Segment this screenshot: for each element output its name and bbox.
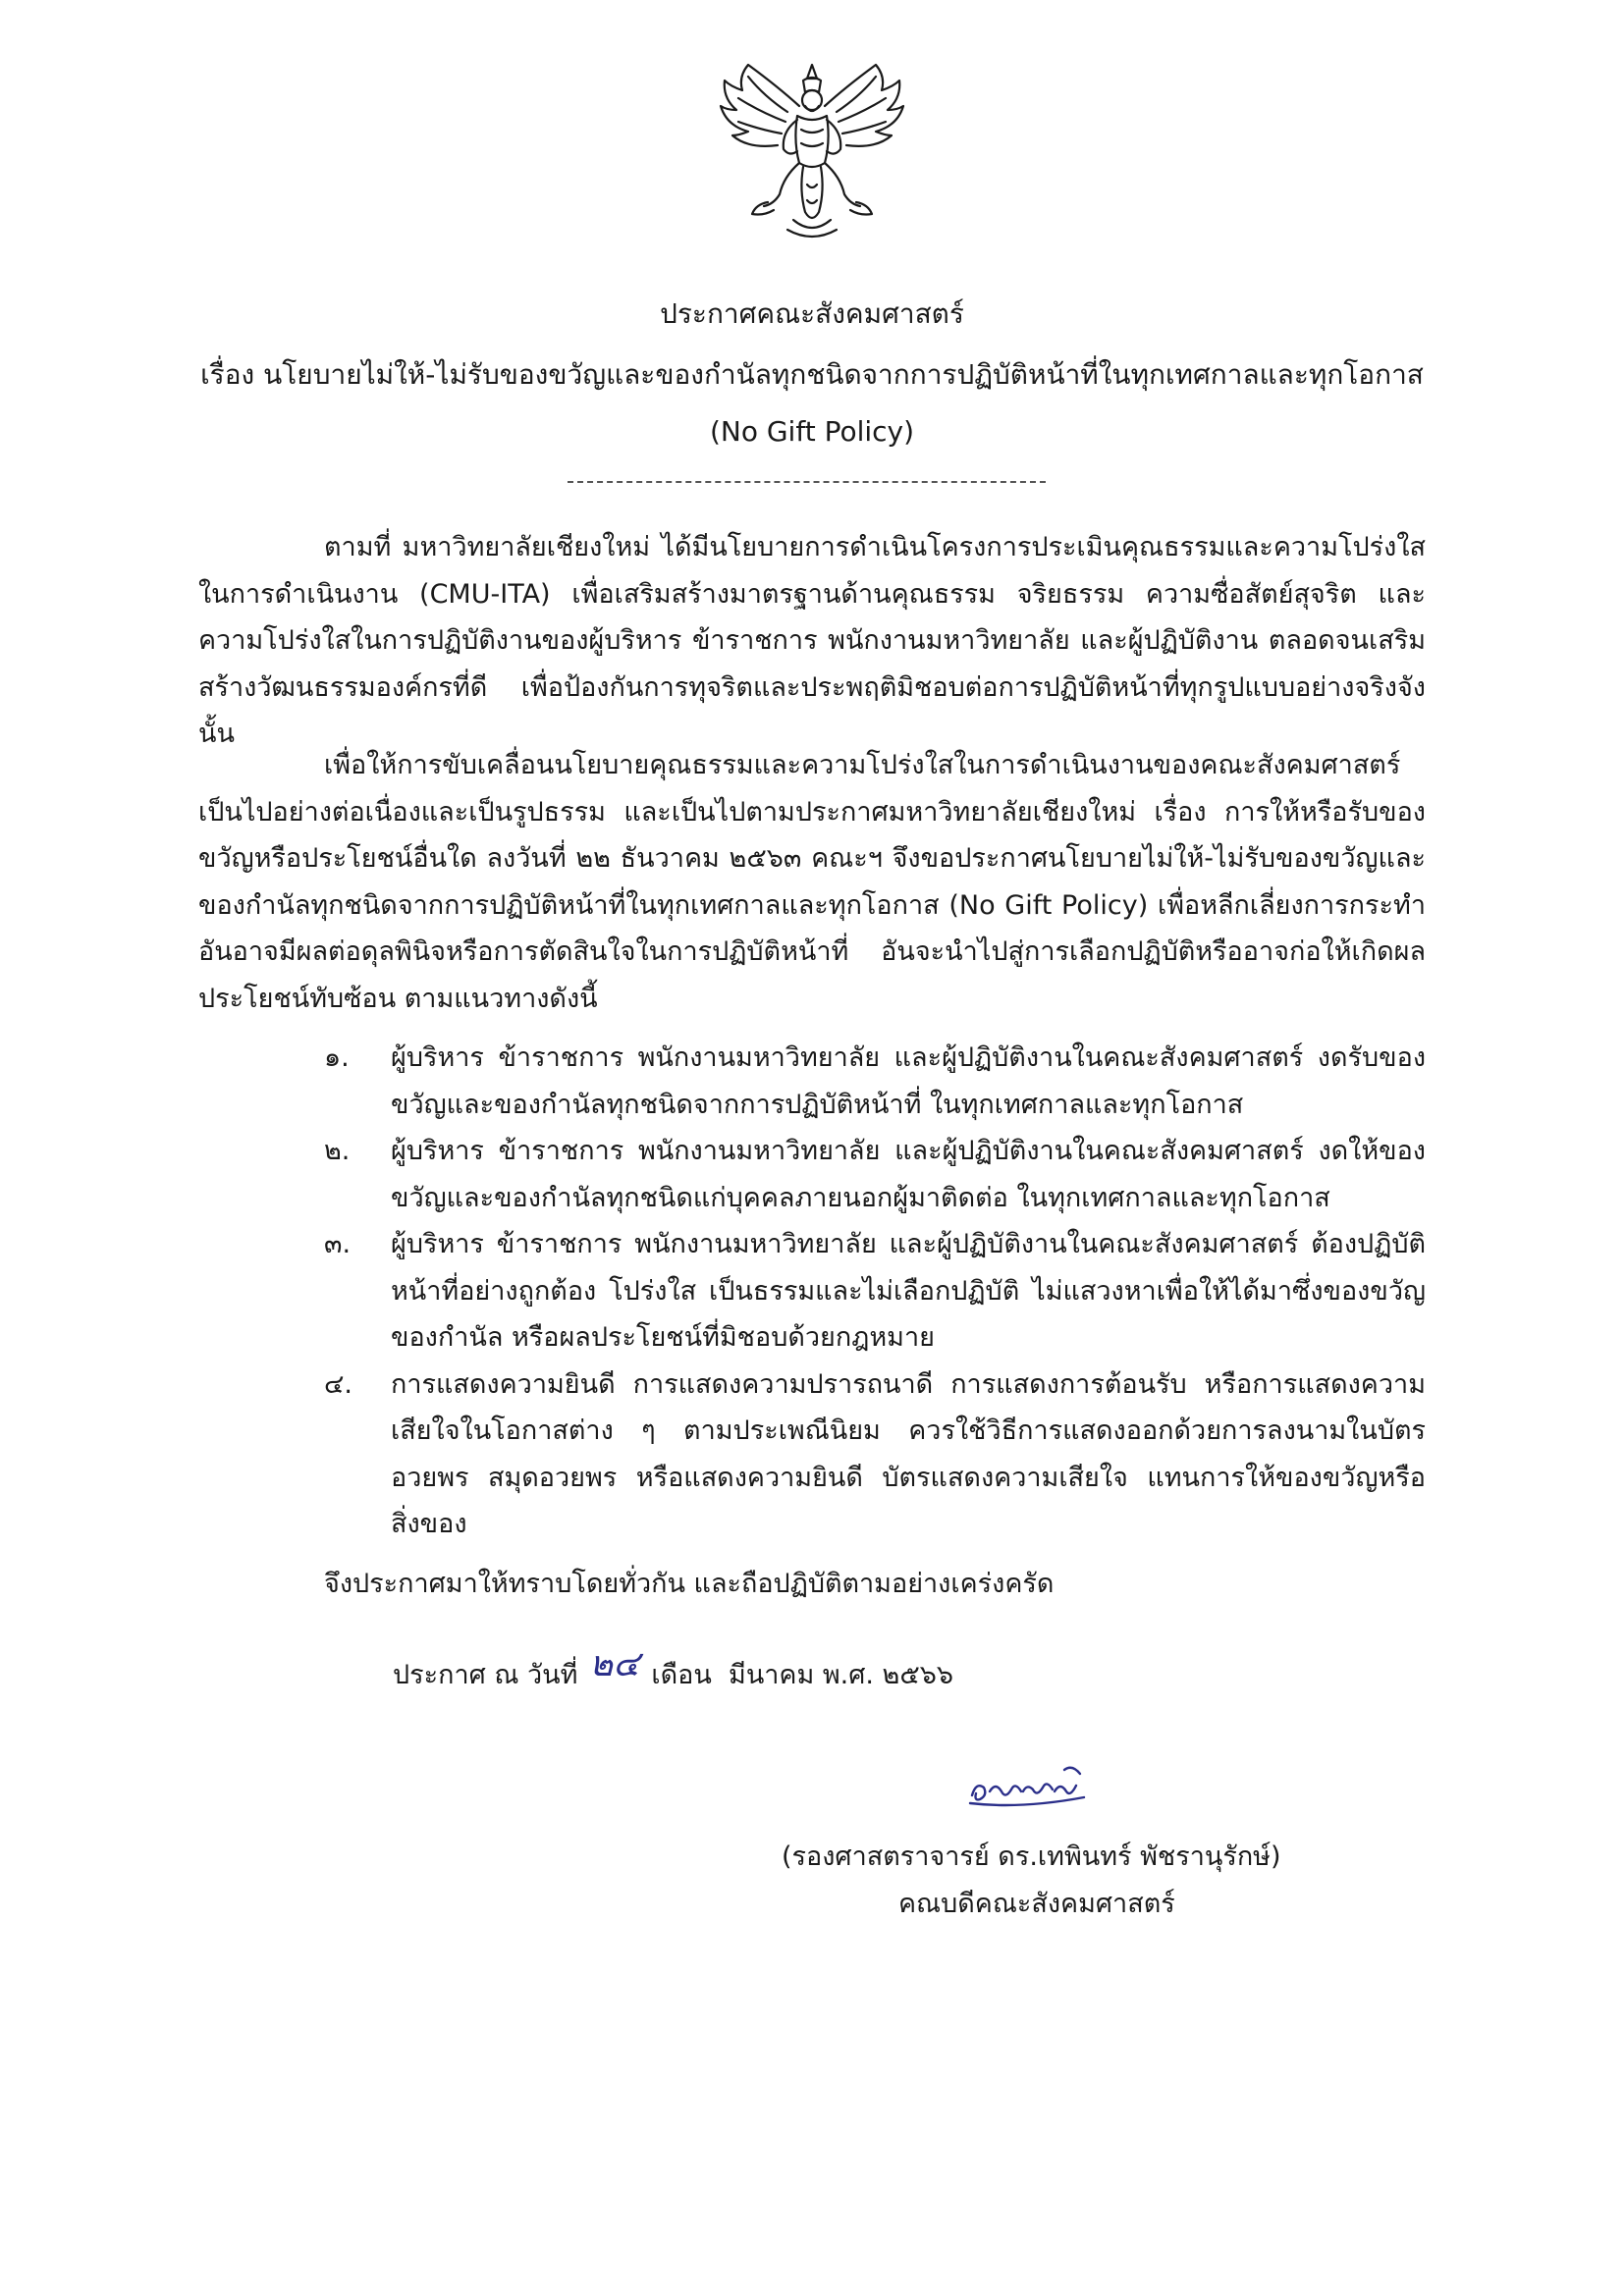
list-item-number: ๒. xyxy=(324,1136,351,1166)
list-item-text: ผู้บริหาร ข้าราชการ พนักงานมหาวิทยาลัย และผู้ปฏิบัติงานในคณะสังคมศาสตร์ ต้องปฏิบัติหน้าที่อย่างถูกต้อง โปร่งใส เป็นธรรมและไม่เลือกปฏิบัติ ไม่แสวงหาเพื่อให้ได้มาซึ่งของขวัญของกำนัล หรือผลประโยชน์ที่มิชอบด้วยกฎหมาย xyxy=(391,1229,1426,1353)
subject-line: เรื่อง นโยบายไม่ให้-ไม่รับของขวัญและของกำนัลทุกชนิดจากการปฏิบัติหน้าที่ในทุกเทศกาลและทุกโอกาส xyxy=(200,358,1424,391)
date-month-label: เดือน xyxy=(651,1660,712,1690)
date-day-handwritten: ๒๔ xyxy=(589,1644,640,1684)
signature-icon xyxy=(962,1752,1100,1821)
closing-statement: จึงประกาศมาให้ทราบโดยทั่วกัน และถือปฏิบัติตามอย่างเคร่งครัด xyxy=(324,1569,1055,1599)
garuda-emblem-icon xyxy=(709,47,915,253)
signatory-name: (รองศาสตราจารย์ ดร.เทพินทร์ พัชรานุรักษ์) xyxy=(782,1842,1281,1872)
paragraph-background: ตามที่ มหาวิทยาลัยเชียงใหม่ ได้มีนโยบายการดำเนินโครงการประเมินคุณธรรมและความโปร่งใสในการดำเนินงาน (CMU-ITA) เพื่อเสริมสร้างมาตรฐานด้านคุณธรรม จริยธรรม ความซื่อสัตย์สุจริต และความโปร่งใสในการปฏิบัติงานของผู้บริหาร ข้าราชการ พนักงานมหาวิทยาลัย และผู้ปฏิบัติงาน ตลอดจนเสริมสร้างวัฒนธรรมองค์กรที่ดี เพื่อป้องกันการทุจริตและประพฤติมิชอบต่อการปฏิบัติหน้าที่ทุกรูปแบบอย่างจริงจัง นั้น xyxy=(198,532,1426,749)
list-item-number: ๓. xyxy=(324,1229,352,1259)
subject-english: (No Gift Policy) xyxy=(709,415,915,448)
list-item xyxy=(324,1221,1426,1362)
announcement-date xyxy=(393,1644,954,1699)
list-item-text: ผู้บริหาร ข้าราชการ พนักงานมหาวิทยาลัย และผู้ปฏิบัติงานในคณะสังคมศาสตร์ งดรับของขวัญและของกำนัลทุกชนิดจากการปฏิบัติหน้าที่ ในทุกเทศกาลและทุกโอกาส xyxy=(391,1042,1426,1120)
list-item xyxy=(324,1035,1426,1128)
date-month-year: มีนาคม พ.ศ. ๒๕๖๖ xyxy=(729,1660,954,1690)
guideline-list xyxy=(324,1035,1426,1548)
signatory-position: คณบดีคณะสังคมศาสตร์ xyxy=(898,1889,1175,1919)
list-item xyxy=(324,1128,1426,1221)
list-item-number: ๔. xyxy=(324,1368,353,1400)
announcement-heading: ประกาศคณะสังคมศาสตร์ xyxy=(660,297,964,330)
header-divider xyxy=(568,481,1046,483)
list-item-number: ๑. xyxy=(324,1042,350,1073)
list-item xyxy=(324,1362,1426,1548)
list-item-text: ผู้บริหาร ข้าราชการ พนักงานมหาวิทยาลัย และผู้ปฏิบัติงานในคณะสังคมศาสตร์ งดให้ของขวัญและของกำนัลทุกชนิดแก่บุคคลภายนอกผู้มาติดต่อ ในทุกเทศกาลและทุกโอกาส xyxy=(391,1136,1426,1213)
date-prefix: ประกาศ ณ วันที่ xyxy=(393,1660,578,1690)
paragraph-policy: เพื่อให้การขับเคลื่อนนโยบายคุณธรรมและความโปร่งใสในการดำเนินงานของคณะสังคมศาสตร์เป็นไปอย่างต่อเนื่องและเป็นรูปธรรม และเป็นไปตามประกาศมหาวิทยาลัยเชียงใหม่ เรื่อง การให้หรือรับของขวัญหรือประโยชน์อื่นใด ลงวันที่ ๒๒ ธันวาคม ๒๕๖๓ คณะฯ จึงขอประกาศนโยบายไม่ให้-ไม่รับของขวัญและของกำนัลทุกชนิดจากการปฏิบัติหน้าที่ในทุกเทศกาลและทุกโอกาส (No Gift Policy) เพื่อหลีกเลี่ยงการกระทำอันอาจมีผลต่อดุลพินิจหรือการตัดสินใจในการปฏิบัติหน้าที่ อันจะนำไปสู่การเลือกปฏิบัติหรืออาจก่อให้เกิดผลประโยชน์ทับซ้อน ตามแนวทางดังนี้ xyxy=(198,750,1426,1014)
list-item-text: การแสดงความยินดี การแสดงความปรารถนาดี การแสดงการต้อนรับ หรือการแสดงความเสียใจในโอกาสต่าง ๆ ตามประเพณีนิยม ควรใช้วิธีการแสดงออกด้วยการลงนามในบัตรอวยพร สมุดอวยพร หรือแสดงความยินดี บัตรแสดงความเสียใจ แทนการให้ของขวัญหรือสิ่งของ xyxy=(391,1368,1426,1539)
